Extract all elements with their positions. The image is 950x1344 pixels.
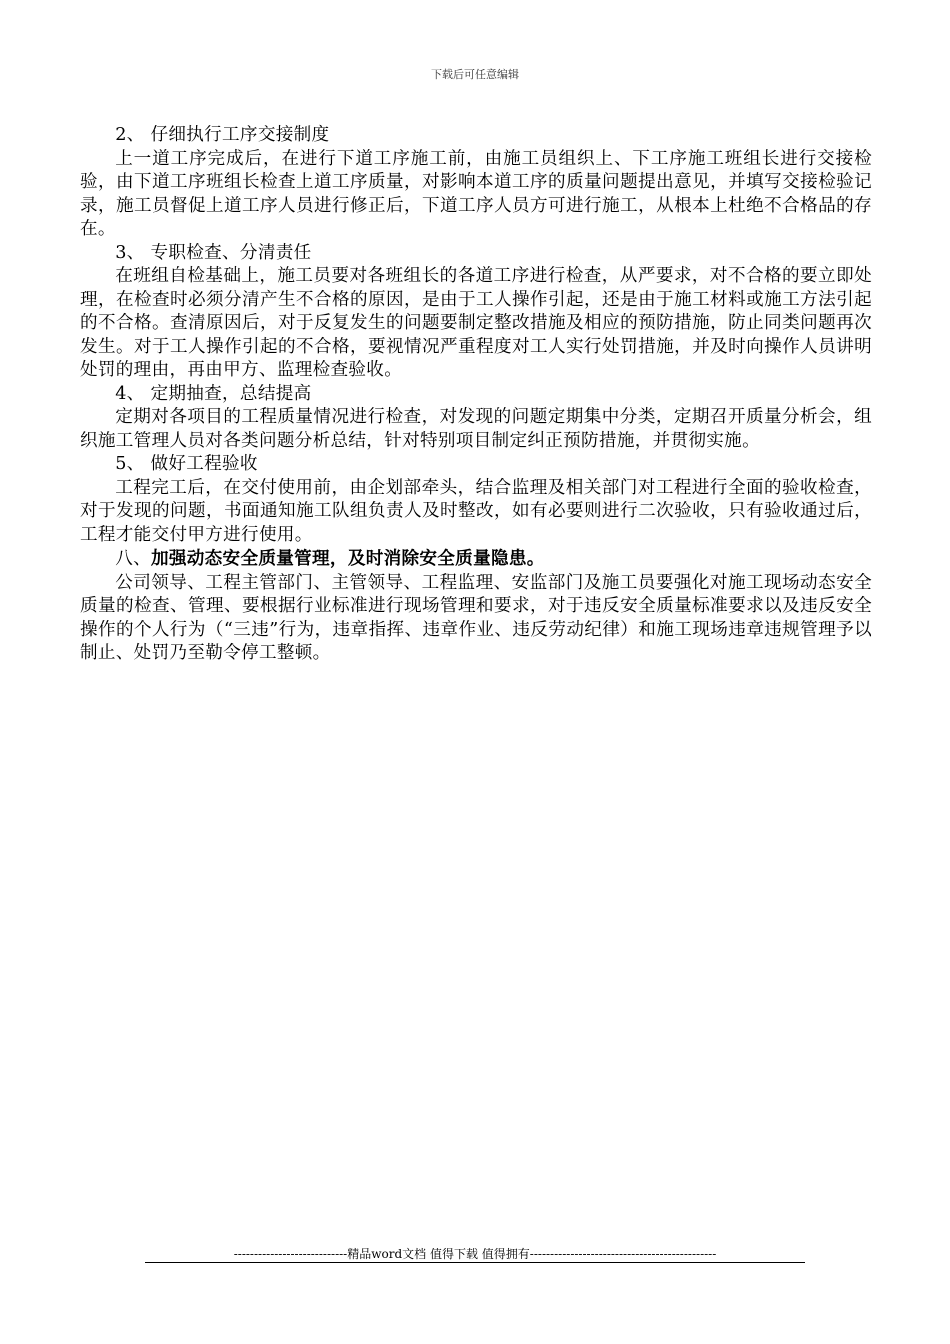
header-note: 下载后可任意编辑	[431, 68, 519, 81]
section-heading-2: 2、 仔细执行工序交接制度	[115, 125, 330, 145]
section-heading-5: 5、 做好工程验收	[115, 454, 258, 474]
section-body-8: 公司领导、工程主管部门、主管领导、工程监理、安监部门及施工员要强化对施工现场动态安全质量的检查、管理、要根据行业标准进行现场管理和要求，对于违反安全质量标准要求以及违反安全操作的个人行为（“三违”行为，违章指挥、违章作业、违反劳动纪律）和施工现场违章违规管理予以制止、处罚乃至勒令停工整顿。	[80, 572, 872, 663]
section-8-title: 加强动态安全质量管理，及时消除安全质量隐患。	[150, 548, 545, 569]
section-heading-4: 4、 定期抽查，总结提高	[115, 383, 312, 404]
section-heading-3: 3、 专职检查、分清责任	[115, 242, 312, 263]
section-body-5: 工程完工后，在交付使用前，由企划部牵头，结合监理及相关部门对工程进行全面的验收检查，对于发现的问题，书面通知施工队组负责人及时整改，如有必要则进行二次验收，只有验收通过后，工程才能交付甲方进行使用。	[80, 477, 872, 545]
section-heading-8	[80, 547, 872, 572]
footer-rule	[145, 1262, 805, 1263]
footer-text: ----------------------------精品word文档 值得下载 值得拥有----------------------------------------------	[233, 1247, 717, 1261]
section-body-2: 上一道工序完成后，在进行下道工序施工前，由施工员组织上、下工序施工班组长进行交接检验，由下道工序班组长检查上道工序质量，对影响本道工序的质量问题提出意见，并填写交接检验记录，施工员督促上道工序人员进行修正后，下道工序人员方可进行施工，从根本上杜绝不合格品的存在。	[80, 148, 872, 239]
section-body-4: 定期对各项目的工程质量情况进行检查，对发现的问题定期集中分类，定期召开质量分析会，组织施工管理人员对各类问题分析总结，针对特别项目制定纠正预防措施，并贯彻实施。	[80, 407, 872, 451]
section-8-prefix: 八、	[115, 549, 151, 569]
document-body	[80, 124, 872, 666]
section-body-3: 在班组自检基础上，施工员要对各班组长的各道工序进行检查，从严要求，对不合格的要立即处理，在检查时必须分清产生不合格的原因，是由于工人操作引起，还是由于施工材料或施工方法引起的不合格。查清原因后，对于反复发生的问题要制定整改措施及相应的预防措施，防止同类问题再次发生。对于工人操作引起的不合格，要视情况严重程度对工人实行处罚措施，并及时向操作人员讲明处罚的理由，再由甲方、监理检查验收。	[80, 266, 872, 380]
